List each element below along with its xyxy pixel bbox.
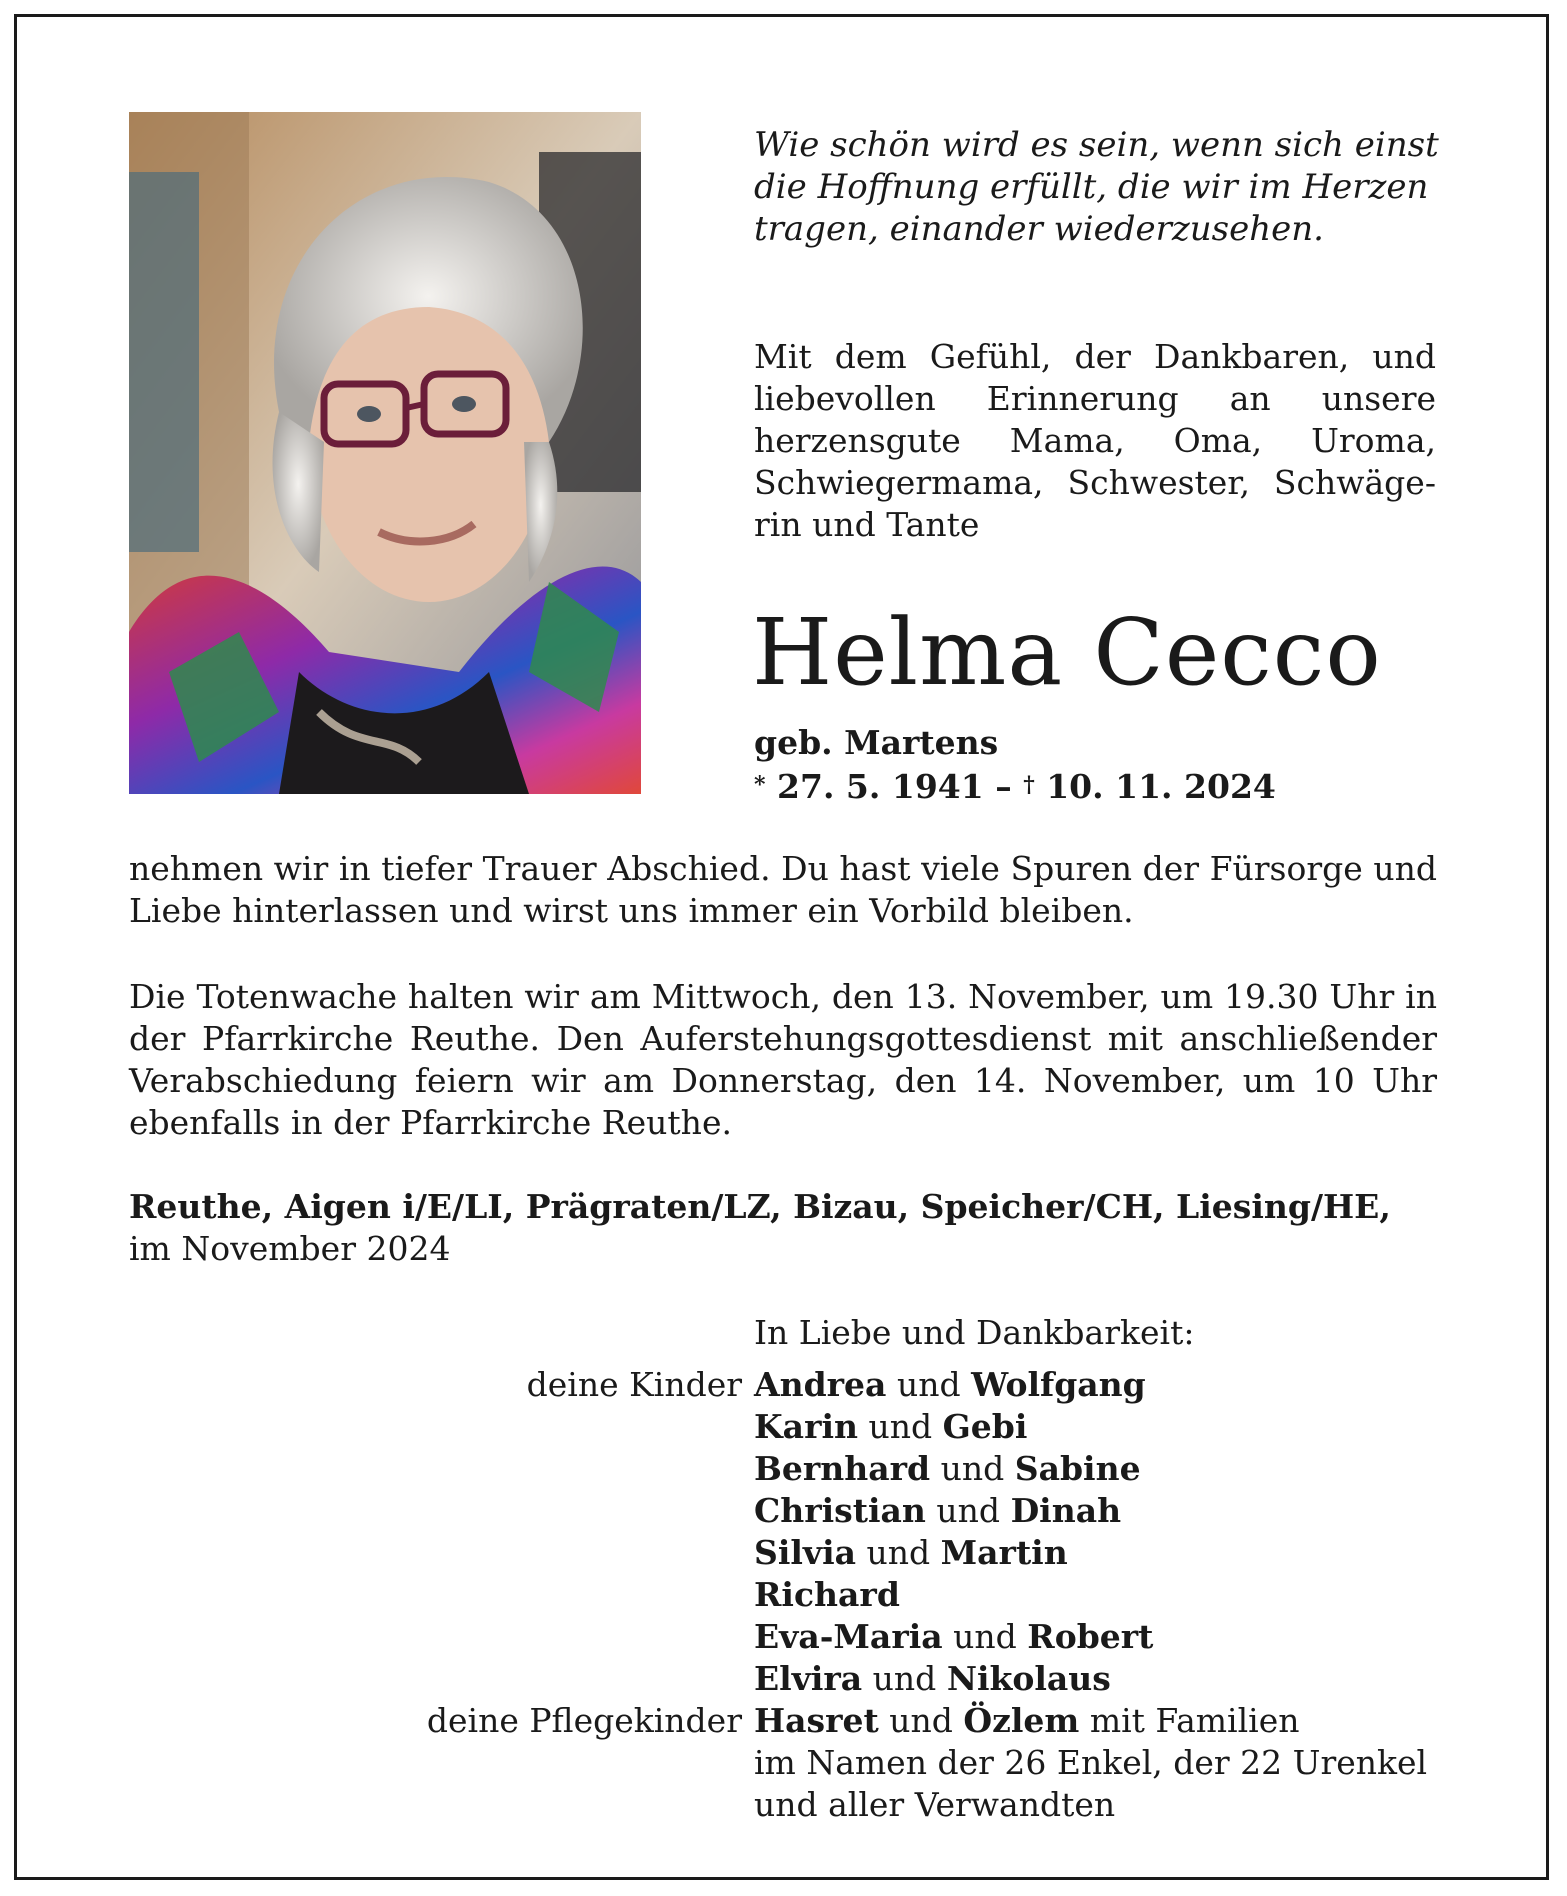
connector: und xyxy=(868,1407,933,1446)
family-list xyxy=(754,1364,1454,1742)
memorial-quote xyxy=(754,124,1454,250)
connector: und xyxy=(936,1491,1001,1530)
place-names: Reuthe, Aigen i/E/LI, Prägraten/LZ, Bizau, Speicher/CH, Liesing/HE, xyxy=(129,1187,1391,1226)
date-separator: – xyxy=(995,767,1012,806)
connector: und xyxy=(889,1701,953,1740)
foster-child-name: Özlem xyxy=(963,1701,1080,1740)
partner-name: Nikolaus xyxy=(946,1659,1111,1698)
partner-name: Sabine xyxy=(1014,1449,1141,1488)
connector: und xyxy=(866,1533,931,1572)
child-name: Richard xyxy=(754,1575,900,1614)
list-item xyxy=(754,1490,1454,1532)
connector: und xyxy=(872,1659,937,1698)
quote-line-2: die Hoffnung erfüllt, die wir im Herzen xyxy=(754,167,1429,207)
child-name: Bernhard xyxy=(754,1449,931,1488)
deceased-name: Helma Cecco xyxy=(752,599,1382,706)
child-name: Silvia xyxy=(754,1533,856,1572)
closing-line-2: und aller Verwandten xyxy=(754,1785,1116,1824)
children-label: deine Kinder xyxy=(526,1365,742,1404)
child-name: Christian xyxy=(754,1491,926,1530)
list-item xyxy=(754,1658,1454,1700)
child-name: Karin xyxy=(754,1407,858,1446)
closing-line-1: im Namen der 26 Enkel, der 22 Urenkel xyxy=(754,1743,1428,1782)
connector: und xyxy=(953,1617,1017,1656)
service-paragraph: Die Totenwache halten wir am Mittwoch, den 13. November, um 19.30 Uhr in der Pfarrkirche Reuthe. Den Auferstehungsgottesdienst mit anschließender Verabschiedung feiern wir am Donnerstag, den 14. November, um 10 Uhr ebenfalls in der Pfarrkirche Reuthe. xyxy=(129,977,1437,1142)
foster-children-label: deine Pflegekinder xyxy=(426,1701,742,1740)
farewell-paragraph: nehmen wir in tiefer Trauer Abschied. Du hast viele Spuren der Fürsorge und Liebe hinterlassen und wirst uns immer ein Vorbild bleiben. xyxy=(129,849,1437,930)
quote-line-1: Wie schön wird es sein, wenn sich einst xyxy=(754,125,1439,165)
place-and-date xyxy=(129,1186,1437,1270)
portrait-image xyxy=(129,112,641,794)
birth-symbol: * xyxy=(754,772,766,798)
place-date: im November 2024 xyxy=(129,1229,451,1268)
list-item xyxy=(754,1700,1454,1742)
life-dates xyxy=(754,766,1276,808)
maiden-name: geb. Martens xyxy=(754,723,999,762)
death-symbol: † xyxy=(1023,772,1035,798)
signature-heading: In Liebe und Dankbarkeit: xyxy=(754,1313,1195,1352)
partner-name: Martin xyxy=(940,1533,1068,1572)
partner-name: Gebi xyxy=(942,1407,1028,1446)
foster-child-name: Hasret xyxy=(754,1701,879,1740)
quote-line-3: tragen, einander wiederzusehen. xyxy=(754,209,1324,249)
list-item xyxy=(754,1364,1454,1406)
foster-suffix: mit Familien xyxy=(1079,1701,1300,1740)
birth-date: 27. 5. 1941 xyxy=(777,767,984,806)
death-date: 10. 11. 2024 xyxy=(1046,767,1276,806)
list-item xyxy=(754,1406,1454,1448)
list-item xyxy=(754,1574,1454,1616)
list-item xyxy=(754,1616,1454,1658)
partner-name: Robert xyxy=(1027,1617,1154,1656)
connector: und xyxy=(896,1365,961,1404)
list-item xyxy=(754,1532,1454,1574)
partner-name: Wolfgang xyxy=(971,1365,1146,1404)
child-name: Eva-Maria xyxy=(754,1617,943,1656)
portrait-photo xyxy=(129,112,641,794)
list-item xyxy=(754,1448,1454,1490)
child-name: Elvira xyxy=(754,1659,863,1698)
closing-text xyxy=(754,1742,1474,1826)
child-name: Andrea xyxy=(754,1365,887,1404)
intro-text: Mit dem Gefühl, der Dankbaren, und liebevollen Erinnerung an unsere herzensgute Mama, Oma, Uroma, Schwiegermama, Schwester, Schwäge-rin und Tante xyxy=(754,337,1436,544)
partner-name: Dinah xyxy=(1010,1491,1122,1530)
connector: und xyxy=(940,1449,1005,1488)
